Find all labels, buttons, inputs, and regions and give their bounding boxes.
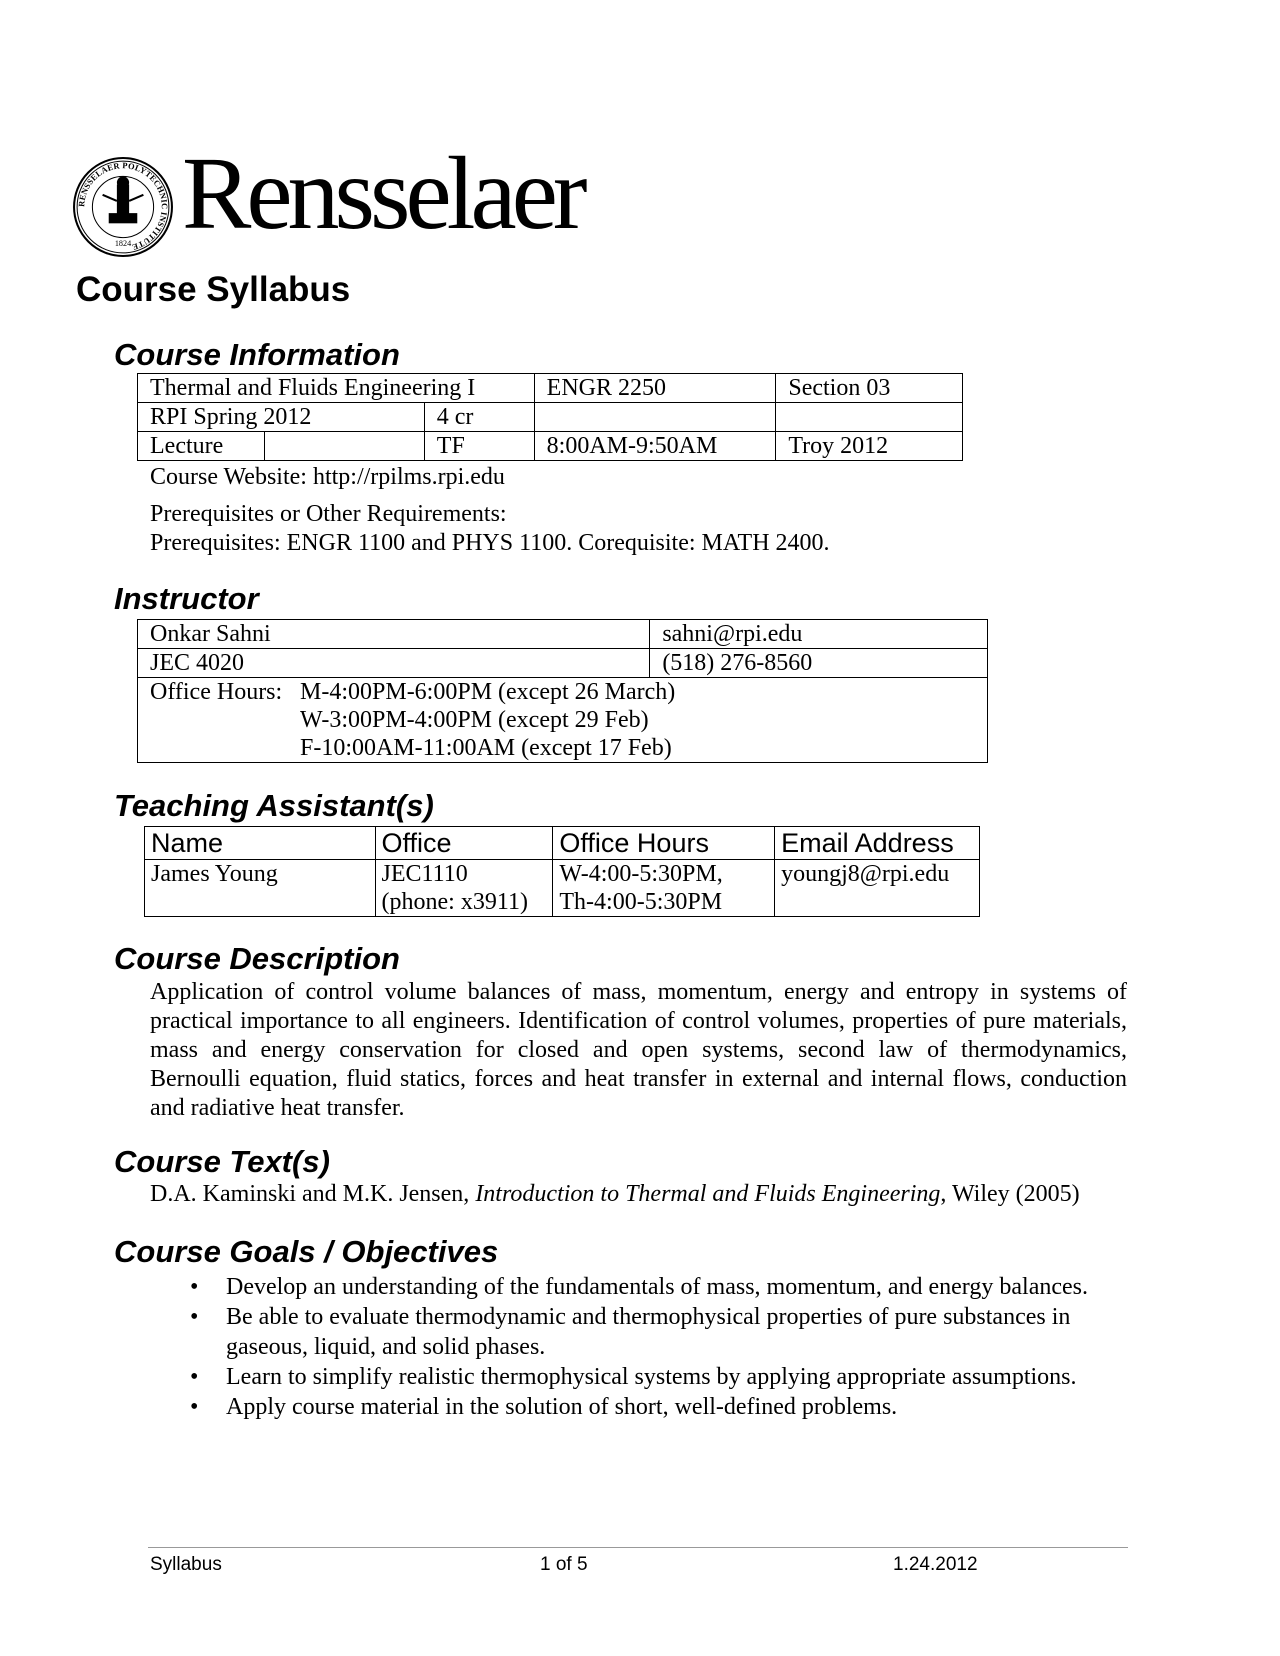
column-header: Office [375, 827, 553, 860]
office-hours-cell [138, 678, 988, 763]
instructor-phone: (518) 276-8560 [650, 649, 988, 678]
bullet-icon: • [190, 1364, 199, 1390]
prerequisites-text: Prerequisites: ENGR 1100 and PHYS 1100. Corequisite: MATH 2400. [150, 530, 830, 556]
table-row [138, 432, 963, 461]
course-goals-heading: Course Goals / Objectives [114, 1234, 499, 1269]
table-row [138, 403, 963, 432]
bullet-icon: • [190, 1304, 199, 1330]
footer-divider [148, 1547, 1128, 1548]
goal-text: Be able to evaluate thermodynamic and thermophysical properties of pure substances in gaseous, liquid, and solid phases. [226, 1304, 1071, 1360]
footer-label: Syllabus [150, 1554, 222, 1575]
teaching-assistants-heading: Teaching Assistant(s) [114, 788, 434, 823]
table-row [138, 678, 988, 763]
table-cell [534, 403, 776, 432]
table-row [138, 649, 988, 678]
table-cell: TF [424, 432, 534, 461]
column-header: Name [145, 827, 376, 860]
prerequisites-label: Prerequisites or Other Requirements: [150, 501, 507, 527]
ta-office-phone: (phone: x3911) [381, 889, 528, 915]
instructor-email: sahni@rpi.edu [650, 620, 988, 649]
course-website: Course Website: http://rpilms.rpi.edu [150, 464, 505, 490]
table-cell: 8:00AM-9:50AM [534, 432, 776, 461]
bullet-icon: • [190, 1274, 199, 1300]
course-texts-heading: Course Text(s) [114, 1144, 330, 1179]
ta-hours-line: Th-4:00-5:30PM [559, 889, 723, 915]
course-goals-list [150, 1272, 1130, 1422]
page-title: Course Syllabus [76, 270, 351, 309]
course-information-heading: Course Information [114, 337, 400, 372]
goal-text: Apply course material in the solution of short, well-defined problems. [226, 1394, 898, 1420]
book-publisher: , Wiley (2005) [940, 1181, 1080, 1207]
footer-date: 1.24.2012 [893, 1554, 978, 1575]
list-item [150, 1272, 1130, 1302]
ta-name: James Young [145, 860, 376, 917]
ta-email: youngj8@rpi.edu [775, 860, 980, 917]
ta-office [375, 860, 553, 917]
office-hours-line: M-4:00PM-6:00PM (except 26 March) [300, 679, 676, 705]
table-cell [264, 432, 424, 461]
office-hours-line: W-3:00PM-4:00PM (except 29 Feb) [300, 707, 649, 733]
table-cell [776, 403, 963, 432]
goal-text: Develop an understanding of the fundamentals of mass, momentum, and energy balances. [226, 1274, 1088, 1300]
office-hours-label: Office Hours: [150, 679, 283, 705]
book-title: Introduction to Thermal and Fluids Engineering [475, 1181, 941, 1207]
page-number: 1 of 5 [540, 1554, 588, 1575]
bullet-icon: • [190, 1394, 199, 1420]
instructor-heading: Instructor [114, 581, 259, 616]
table-cell: Section 03 [776, 374, 963, 403]
table-cell: RPI Spring 2012 [138, 403, 425, 432]
column-header: Email Address [775, 827, 980, 860]
book-authors: D.A. Kaminski and M.K. Jensen, [150, 1181, 476, 1207]
table-cell: Troy 2012 [776, 432, 963, 461]
svg-text:1824: 1824 [114, 238, 132, 248]
table-cell: Thermal and Fluids Engineering I [138, 374, 535, 403]
course-information-table [137, 373, 963, 461]
instructor-name: Onkar Sahni [138, 620, 650, 649]
ta-office-hours [553, 860, 775, 917]
institute-seal-icon [72, 156, 174, 258]
course-text-citation [150, 1181, 1080, 1208]
svg-text:RENSSELAER POLYTECHNIC INSTITU: RENSSELAER POLYTECHNIC INSTITUTE [77, 161, 169, 252]
table-cell: Lecture [138, 432, 265, 461]
office-hours-line: F-10:00AM-11:00AM (except 17 Feb) [300, 735, 672, 761]
instructor-table [137, 619, 988, 763]
table-cell: 4 cr [424, 403, 534, 432]
list-item [150, 1392, 1130, 1422]
table-row [145, 860, 980, 917]
table-header-row [145, 827, 980, 860]
table-row [138, 620, 988, 649]
goal-text: Learn to simplify realistic thermophysical systems by applying appropriate assumptions. [226, 1364, 1077, 1390]
institution-wordmark: Rensselaer [182, 136, 583, 251]
list-item [150, 1302, 1130, 1362]
list-item [150, 1362, 1130, 1392]
teaching-assistants-table [144, 826, 980, 917]
ta-office-room: JEC1110 [381, 861, 468, 887]
table-row [138, 374, 963, 403]
instructor-office: JEC 4020 [138, 649, 650, 678]
table-cell: ENGR 2250 [534, 374, 776, 403]
column-header: Office Hours [553, 827, 775, 860]
ta-hours-line: W-4:00-5:30PM, [559, 861, 723, 887]
course-description-heading: Course Description [114, 941, 400, 976]
course-description-text: Application of control volume balances of mass, momentum, energy and entropy in systems of practical importance to all engineers. Identification of control volumes, properties of pure materials, mass and energy conservation for closed and open systems, second law of thermodynamics, Bernoulli equation, fluid statics, forces and heat transfer in external and internal flows, conduction and radiative heat transfer. [150, 979, 1127, 1121]
